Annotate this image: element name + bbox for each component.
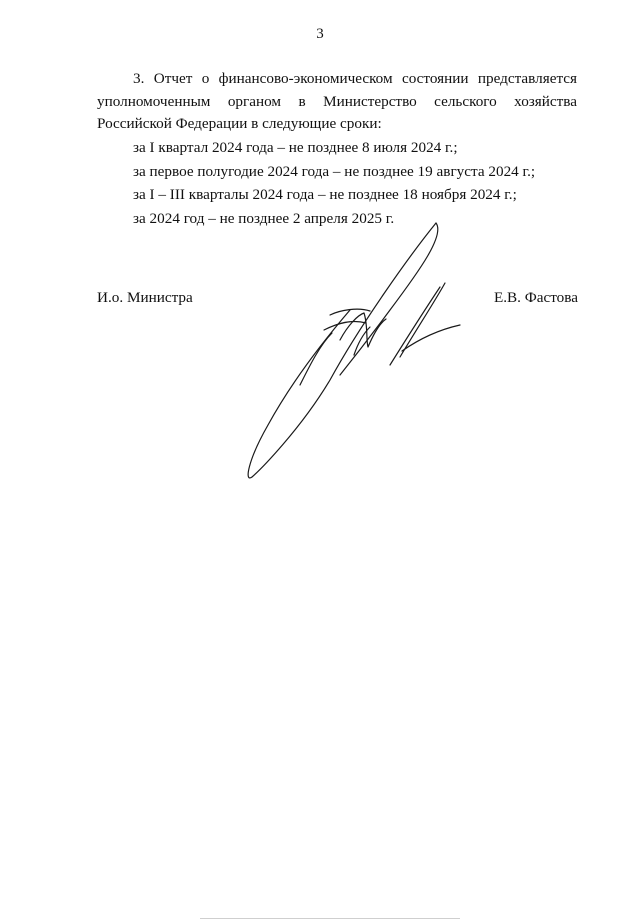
signatory-role: И.о. Министра: [97, 289, 193, 306]
signatory-name: Е.В. Фастова: [493, 289, 578, 306]
deadline-item-year: за 2024 год – не позднее 2 апреля 2025 г.: [133, 209, 395, 227]
handwritten-signature: [240, 215, 480, 495]
report-paragraph: 3. Отчет о финансово-экономическом состоянии представляется уполномоченным органом в Министерство сельского хозяйства Российской Федерации в следующие сроки:: [97, 70, 577, 132]
page-number: 3: [316, 26, 324, 42]
deadline-item-half-year: за первое полугодие 2024 года – не позднее 19 августа 2024 г.;: [133, 162, 536, 180]
deadline-item-q1: за I квартал 2024 года – не позднее 8 июля 2024 г.;: [133, 139, 458, 156]
deadline-item-q1-q3: за I – III кварталы 2024 года – не позднее 18 ноября 2024 г.;: [133, 186, 517, 203]
footer-divider: [200, 918, 460, 919]
